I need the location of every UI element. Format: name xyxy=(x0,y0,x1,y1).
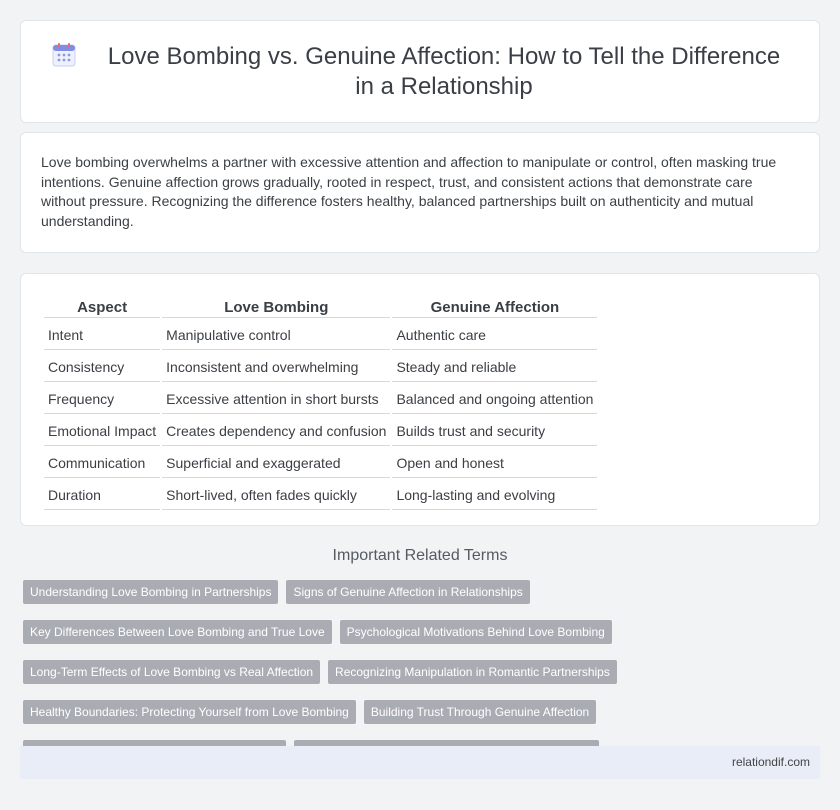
related-term-tag[interactable]: Psychological Motivations Behind Love Bombing xyxy=(340,620,612,644)
related-term-tag[interactable]: Recognizing Manipulation in Romantic Partnerships xyxy=(328,660,617,684)
column-header-genuine-affection: Genuine Affection xyxy=(392,296,597,318)
related-term-tag[interactable]: Long-Term Effects of Love Bombing vs Real Affection xyxy=(23,660,320,684)
table-row xyxy=(44,480,597,510)
column-header-aspect: Aspect xyxy=(44,296,160,318)
related-term-tag[interactable]: Understanding Love Bombing in Partnerships xyxy=(23,580,278,604)
table-cell: Communication xyxy=(44,448,160,478)
table-row xyxy=(44,320,597,350)
footer xyxy=(20,746,820,779)
comparison-card xyxy=(20,273,820,526)
table-cell: Intent xyxy=(44,320,160,350)
table-cell: Emotional Impact xyxy=(44,416,160,446)
table-cell: Builds trust and security xyxy=(392,416,597,446)
footer-site-link[interactable]: relationdif.com xyxy=(731,755,810,769)
table-cell: Balanced and ongoing attention xyxy=(392,384,597,414)
table-cell: Superficial and exaggerated xyxy=(162,448,390,478)
column-header-love-bombing: Love Bombing xyxy=(162,296,390,318)
table-row xyxy=(44,384,597,414)
table-cell: Open and honest xyxy=(392,448,597,478)
table-cell: Steady and reliable xyxy=(392,352,597,382)
table-row xyxy=(44,448,597,478)
page-title: Love Bombing vs. Genuine Affection: How to Tell the Difference in a Relationship xyxy=(107,42,781,100)
related-term-tag[interactable]: Signs of Genuine Affection in Relationships xyxy=(286,580,529,604)
related-term-tag[interactable]: Building Trust Through Genuine Affection xyxy=(364,700,596,724)
header-card xyxy=(20,20,820,123)
table-cell: Duration xyxy=(44,480,160,510)
table-cell: Short-lived, often fades quickly xyxy=(162,480,390,510)
related-term-tag[interactable]: Key Differences Between Love Bombing and True Love xyxy=(23,620,332,644)
related-terms-title: Important Related Terms xyxy=(332,547,508,564)
table-cell: Frequency xyxy=(44,384,160,414)
table-cell: Authentic care xyxy=(392,320,597,350)
related-terms-list xyxy=(23,580,823,764)
intro-text: Love bombing overwhelms a partner with excessive attention and affection to manipulate or control, often masking true intentions. Genuine affection grows gradually, rooted in respect, trust, and consistent actions that demonstrate care without pressure. Recognizing the difference fosters healthy, balanced partnerships built on authenticity and mutual understanding. xyxy=(41,154,777,229)
table-cell: Excessive attention in short bursts xyxy=(162,384,390,414)
related-term-tag[interactable]: Healthy Boundaries: Protecting Yourself from Love Bombing xyxy=(23,700,356,724)
table-row xyxy=(44,416,597,446)
comparison-table xyxy=(42,294,599,512)
table-cell: Creates dependency and confusion xyxy=(162,416,390,446)
intro-card xyxy=(20,132,820,253)
table-cell: Manipulative control xyxy=(162,320,390,350)
table-cell: Consistency xyxy=(44,352,160,382)
table-header-row xyxy=(44,296,597,318)
header xyxy=(51,42,789,102)
calendar-icon xyxy=(51,42,77,68)
table-cell: Long-lasting and evolving xyxy=(392,480,597,510)
table-cell: Inconsistent and overwhelming xyxy=(162,352,390,382)
table-row xyxy=(44,352,597,382)
